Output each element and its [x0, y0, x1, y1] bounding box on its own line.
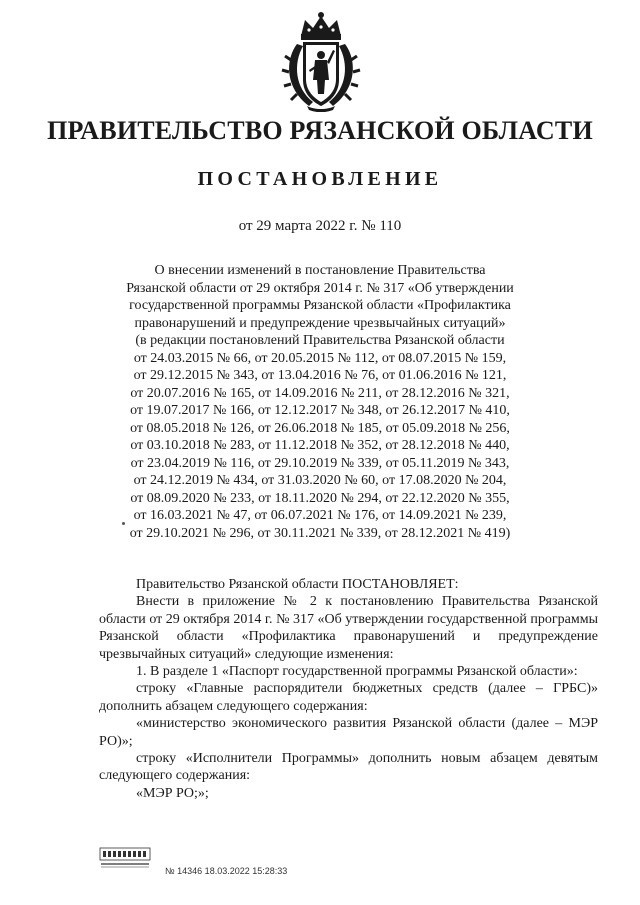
subject-line: от 24.03.2015 № 66, от 20.05.2015 № 112, от 08.07.2015 № 159, [133, 350, 507, 366]
subject-line: Рязанской области от 29 октября 2014 г. № 317 «Об утверждении [126, 280, 514, 296]
document-subject [100, 262, 540, 542]
intro-paragraph: Внести в приложение № 2 к постановлению Правительства Рязанской области от 29 октября 2014 г. № 317 «Об утверждении государственной программы Рязанской области «Профилактика правонарушений и предупреждение чрезвычайных ситуаций» следующие изменения: [99, 594, 598, 662]
government-title: ПРАВИТЕЛЬСТВО РЯЗАНСКОЙ ОБЛАСТИ [47, 116, 593, 145]
subject-line: от 20.07.2016 № 165, от 14.09.2016 № 211, от 28.12.2016 № 321, [130, 385, 510, 401]
document-registration-id: № 14346 18.03.2022 15:28:33 [165, 866, 288, 876]
subject-line: (в редакции постановлений Правительства Рязанской области [135, 333, 505, 348]
grbs-paragraph: строку «Главные распорядители бюджетных средств (далее – ГРБС)» дополнить абзацем следующего содержания: [99, 681, 598, 714]
resolves-paragraph: Правительство Рязанской области ПОСТАНОВЛЯЕТ: [136, 577, 459, 592]
mer-paragraph: «МЭР РО;»; [136, 785, 209, 801]
scan-speck [122, 522, 125, 525]
subject-line: от 08.05.2018 № 126, от 26.06.2018 № 185, от 05.09.2018 № 256, [130, 420, 510, 436]
document-date-number: от 29 марта 2022 г. № 110 [238, 218, 402, 234]
subject-line: правонарушений и предупреждение чрезвычайных ситуаций» [134, 315, 506, 331]
subject-line: от 23.04.2019 № 116, от 29.10.2019 № 339, от 05.11.2019 № 343, [130, 455, 510, 471]
registration-stamp [99, 845, 151, 869]
subject-line: от 24.12.2019 № 434, от 31.03.2020 № 60, от 17.08.2020 № 204, [133, 473, 507, 488]
document-body [99, 576, 598, 802]
ministry-paragraph: «министерство экономического развития Рязанской области (далее – МЭР РО)»; [99, 716, 598, 749]
subject-line: от 16.03.2021 № 47, от 06.07.2021 № 176, от 14.09.2021 № 239, [133, 508, 507, 523]
executors-paragraph: строку «Исполнители Программы» дополнить новым абзацем девятым следующего содержания: [99, 751, 598, 784]
subject-line: государственной программы Рязанской области «Профилактика [129, 298, 511, 313]
coat-of-arms-emblem [279, 10, 363, 112]
document-type: ПОСТАНОВЛЕНИЕ [197, 168, 443, 190]
subject-line: от 19.07.2017 № 166, от 12.12.2017 № 348, от 26.12.2017 № 410, [130, 403, 510, 418]
subject-line: от 03.10.2018 № 283, от 11.12.2018 № 352, от 28.12.2018 № 440, [130, 438, 510, 453]
subject-line: от 29.10.2021 № 296, от 30.11.2021 № 339, от 28.12.2021 № 419) [129, 525, 511, 541]
subject-line: О внесении изменений в постановление Правительства [154, 263, 486, 278]
subject-line: от 08.09.2020 № 233, от 18.11.2020 № 294, от 22.12.2020 № 355, [130, 490, 510, 506]
item-1-paragraph: 1. В разделе 1 «Паспорт государственной программы Рязанской области»: [136, 664, 578, 680]
subject-line: от 29.12.2015 № 343, от 13.04.2016 № 76, от 01.06.2016 № 121, [133, 368, 507, 383]
